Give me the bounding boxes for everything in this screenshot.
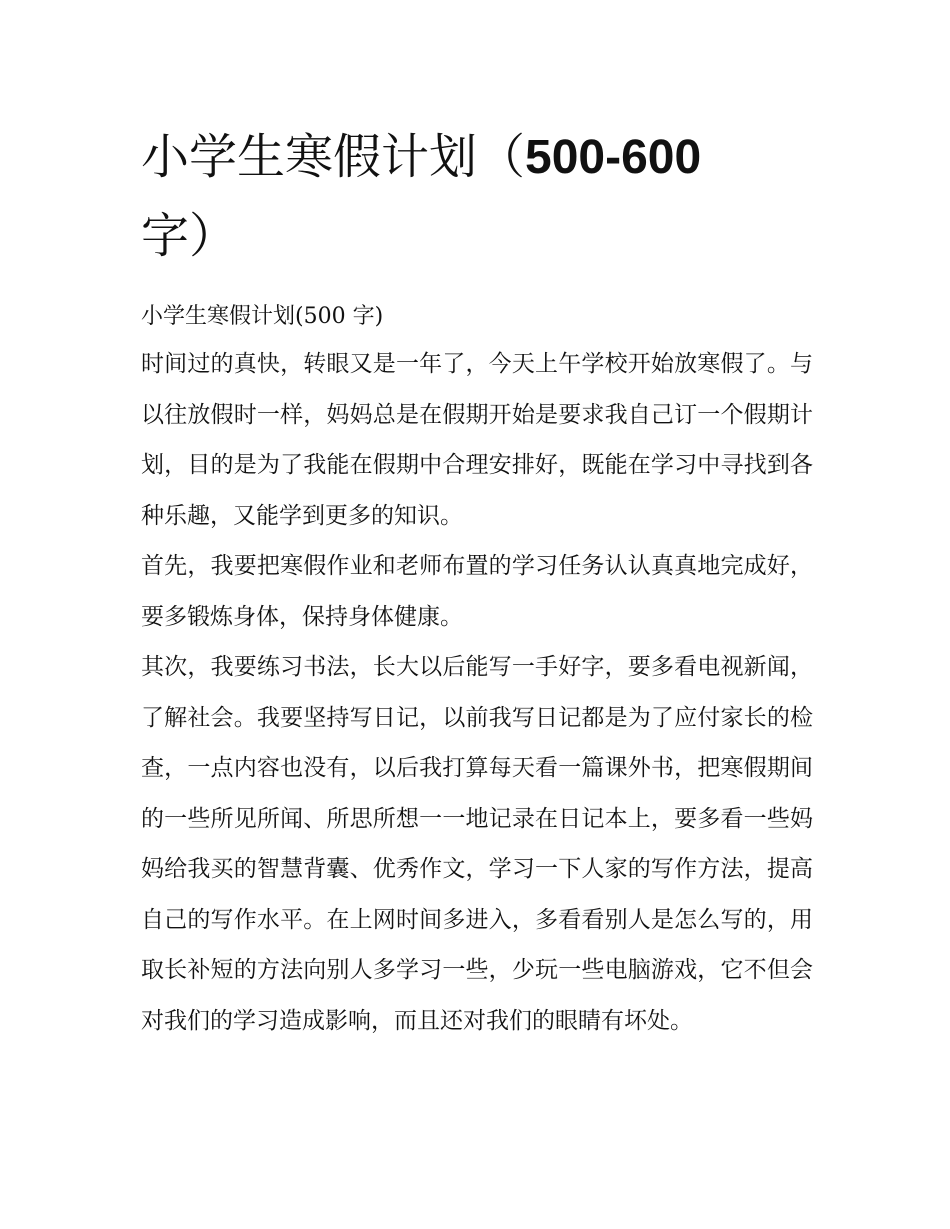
paragraph-intro: 时间过的真快，转眼又是一年了，今天上午学校开始放寒假了。与以往放假时一样，妈妈总是在假期开始是要求我自己订一个假期计划，目的是为了我能在假期中合理安排好，既能在学习中寻找到各种乐趣，又能学到更多的知识。 — [141, 351, 813, 529]
document-subtitle: 小学生寒假计划(500 字) — [141, 304, 384, 329]
paragraph-first: 首先，我要把寒假作业和老师布置的学习任务认认真真地完成好，要多锻炼身体，保持身体健康。 — [141, 553, 813, 630]
paragraph-second: 其次，我要练习书法，长大以后能写一手好字，要多看电视新闻，了解社会。我要坚持写日记，以前我写日记都是为了应付家长的检查，一点内容也没有，以后我打算每天看一篇课外书，把寒假期间的一些所见所闻、所思所想一一地记录在日记本上，要多看一些妈妈给我买的智慧背囊、优秀作文，学习一下人家的写作方法，提高自己的写作水平。在上网时间多进入，多看看别人是怎么写的，用取长补短的方法向别人多学习一些，少玩一些电脑游戏，它不但会对我们的学习造成影响，而且还对我们的眼睛有坏处。 — [141, 654, 813, 1034]
title-number-range: 500-600 — [525, 131, 702, 184]
title-main-text: 小学生寒假计划（ — [141, 129, 526, 185]
title-end-text: 字） — [141, 208, 238, 264]
document-title — [141, 118, 813, 275]
document-body — [141, 118, 813, 1046]
